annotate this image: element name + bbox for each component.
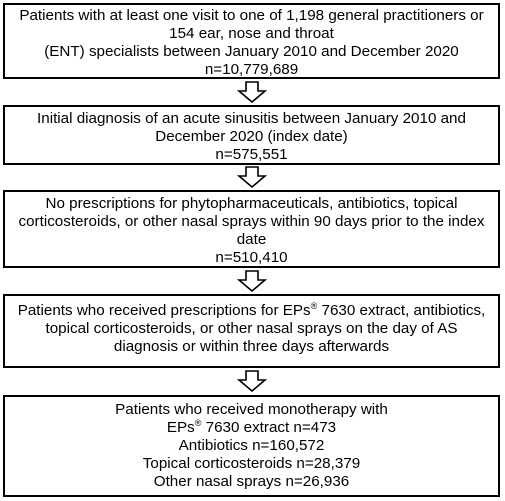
- box-line: [5, 302, 498, 320]
- down-arrow-icon: [237, 370, 267, 392]
- box-line-text: Patients who received prescriptions for EPs: [17, 302, 311, 319]
- box-line: December 2020 (index date): [155, 128, 348, 145]
- box-line: Initial diagnosis of an acute sinusitis between January 2010 and: [37, 110, 466, 127]
- box-line: topical corticosteroids, or other nasal sprays on the day of AS: [45, 320, 458, 337]
- box-line: No prescriptions for phytopharmaceuticals, antibiotics, topical: [45, 195, 458, 212]
- box-line: diagnosis or within three days afterwards: [113, 338, 390, 355]
- box-line: Patients who received monotherapy with: [115, 401, 388, 418]
- box-count: n=510,410: [215, 249, 288, 266]
- box-count: [5, 419, 498, 437]
- box-count: n=575,551: [215, 146, 288, 163]
- box-line: Patients with at least one visit to one of 1,198 general practitioners or: [19, 7, 484, 24]
- box-line: date: [236, 231, 267, 248]
- box-line: (ENT) specialists between January 2010 and December 2020: [44, 43, 459, 60]
- flow-box-no-prior-prescriptions: [3, 190, 500, 268]
- box-line-text: 7630 extract n=473: [201, 419, 337, 436]
- box-line: corticosteroids, or other nasal sprays within 90 days prior to the index: [18, 213, 485, 230]
- down-arrow-icon: [237, 81, 267, 103]
- flow-box-monotherapy: [3, 395, 500, 497]
- registered-mark: ®: [310, 300, 318, 311]
- down-arrow-icon: [237, 270, 267, 292]
- box-line: 154 ear, nose and throat: [169, 25, 334, 42]
- registered-mark: ®: [194, 417, 202, 428]
- flow-box-prescriptions-received: [3, 294, 500, 368]
- box-line-text: 7630 extract, antibiotics,: [317, 302, 486, 319]
- box-count: Topical corticosteroids n=28,379: [142, 455, 361, 472]
- box-count: Other nasal sprays n=26,936: [153, 473, 350, 490]
- down-arrow-icon: [237, 166, 267, 188]
- flow-box-acute-sinusitis-diagnosis: [3, 105, 500, 165]
- box-line-text: EPs: [166, 419, 195, 436]
- flow-box-initial-population: [3, 3, 500, 79]
- box-count: Antibiotics n=160,572: [178, 437, 325, 454]
- box-count: n=10,779,689: [204, 61, 299, 78]
